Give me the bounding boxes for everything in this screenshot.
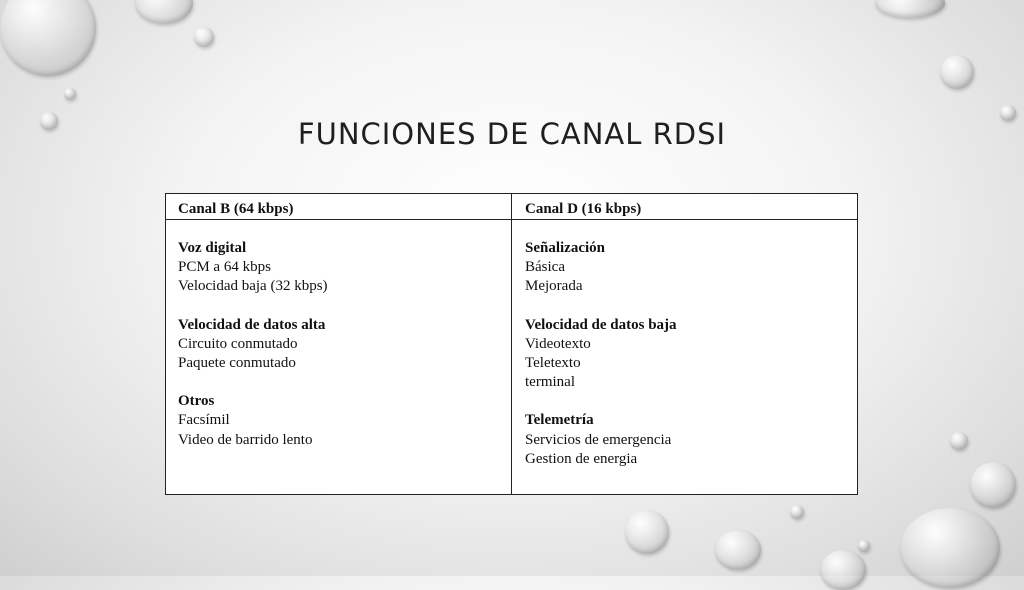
water-drop-icon xyxy=(950,432,968,450)
section-otros xyxy=(178,392,328,450)
list-item: Básica xyxy=(525,259,565,276)
list-item: Video de barrido lento xyxy=(178,431,313,448)
section-title: Voz digital xyxy=(178,240,247,256)
water-drop-icon xyxy=(820,550,866,590)
water-drop-icon xyxy=(858,540,870,552)
section-voz-digital xyxy=(178,239,328,297)
water-drop-icon xyxy=(625,510,669,554)
water-drop-icon xyxy=(715,530,761,570)
list-item: Servicios de emergencia xyxy=(525,431,672,448)
list-item: PCM a 64 kbps xyxy=(178,259,271,276)
water-drop-icon xyxy=(970,462,1016,508)
slide-title: FUNCIONES DE CANAL RDSI xyxy=(297,117,727,152)
header-canal-d: Canal D (16 kbps) xyxy=(525,201,642,217)
section-datos-baja xyxy=(525,316,677,393)
water-drop-icon xyxy=(940,55,974,89)
list-item: Mejorada xyxy=(525,278,583,295)
section-title: Otros xyxy=(178,393,215,410)
water-drop-icon xyxy=(135,0,193,24)
header-divider xyxy=(166,219,857,220)
section-datos-alta xyxy=(178,316,328,374)
list-item: Facsímil xyxy=(178,412,230,429)
section-telemetria xyxy=(525,411,677,469)
canal-d-column xyxy=(525,239,677,469)
list-item: Gestion de energia xyxy=(525,450,638,467)
list-item: Paquete conmutado xyxy=(178,355,296,372)
section-title: Velocidad de datos baja xyxy=(525,316,677,333)
water-drop-icon xyxy=(790,505,804,519)
section-title: Velocidad de datos alta xyxy=(178,316,326,333)
list-item: Teletexto xyxy=(525,355,581,372)
water-drop-icon xyxy=(875,0,945,18)
water-drop-icon xyxy=(0,0,96,76)
water-drop-icon xyxy=(64,88,76,100)
list-item: Circuito conmutado xyxy=(178,335,298,352)
channel-functions-table xyxy=(165,193,858,495)
water-drop-icon xyxy=(194,27,214,47)
section-title: Telemetría xyxy=(525,412,594,429)
canal-b-column xyxy=(178,239,328,450)
column-divider xyxy=(511,194,512,494)
section-title: Señalización xyxy=(525,240,606,256)
water-drop-icon xyxy=(900,508,1000,588)
header-canal-b: Canal B (64 kbps) xyxy=(178,201,294,217)
list-item: Velocidad baja (32 kbps) xyxy=(178,278,328,295)
list-item: terminal xyxy=(525,374,575,391)
list-item: Videotexto xyxy=(525,335,591,352)
section-senalizacion xyxy=(525,239,677,297)
